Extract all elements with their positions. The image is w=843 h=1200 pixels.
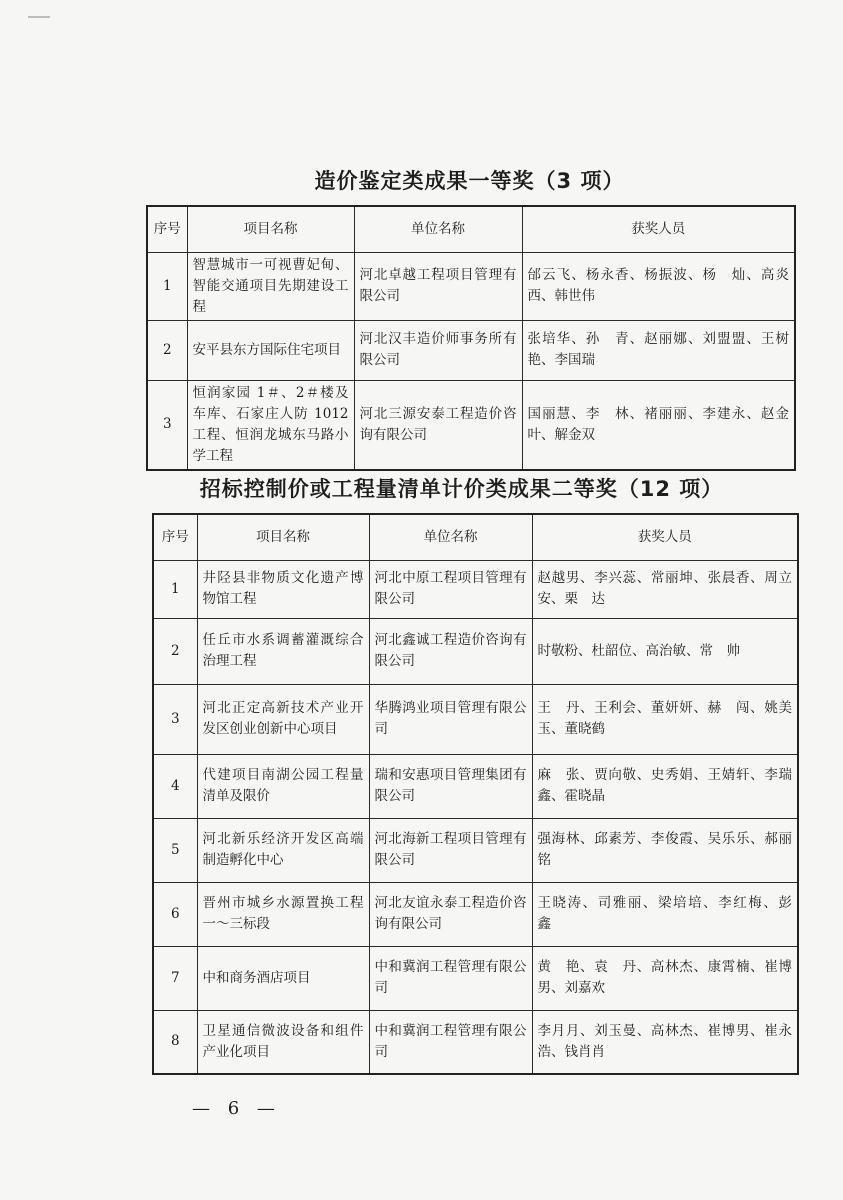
table-row bbox=[153, 946, 798, 1010]
row-no: 2 bbox=[153, 618, 197, 684]
row-project: 智慧城市一可视曹妃甸、智能交通项目先期建设工程 bbox=[187, 252, 354, 320]
row-no: 5 bbox=[153, 818, 197, 882]
row-project: 晋州市城乡水源置换工程一～三标段 bbox=[197, 882, 369, 946]
row-unit: 华腾鸿业项目管理有限公司 bbox=[369, 684, 532, 754]
row-no: 7 bbox=[153, 946, 197, 1010]
table-row bbox=[153, 1010, 798, 1074]
header-people: 获奖人员 bbox=[532, 514, 798, 560]
row-unit: 河北汉丰造价师事务所有限公司 bbox=[354, 320, 522, 380]
table-header-row bbox=[153, 514, 798, 560]
award-table-2 bbox=[152, 513, 806, 1075]
row-unit: 中和冀润工程管理有限公司 bbox=[369, 946, 532, 1010]
row-project: 卫星通信微波设备和组件产业化项目 bbox=[197, 1010, 369, 1074]
row-people: 强海林、邱素芳、李俊霞、吴乐乐、郝丽铭 bbox=[532, 818, 798, 882]
row-no: 3 bbox=[153, 684, 197, 754]
row-project: 恒润家园 1＃、2＃楼及车库、石家庄人防 1012 工程、恒润龙城东马路小学工程 bbox=[187, 380, 354, 470]
row-project: 任丘市水系调蓄灌溉综合治理工程 bbox=[197, 618, 369, 684]
table-row bbox=[153, 684, 798, 754]
row-unit: 河北中原工程项目管理有限公司 bbox=[369, 560, 532, 618]
row-people: 赵越男、李兴蕊、常丽坤、张晨香、周立安、栗 达 bbox=[532, 560, 798, 618]
table-row bbox=[153, 754, 798, 818]
row-no: 4 bbox=[153, 754, 197, 818]
table-row bbox=[153, 618, 798, 684]
header-people: 获奖人员 bbox=[522, 206, 795, 252]
header-unit: 单位名称 bbox=[369, 514, 532, 560]
table-row bbox=[147, 380, 795, 470]
row-unit: 河北友谊永泰工程造价咨询有限公司 bbox=[369, 882, 532, 946]
row-people: 时敬粉、杜韶位、高治敏、常 帅 bbox=[532, 618, 798, 684]
table-row bbox=[153, 882, 798, 946]
row-people: 王 丹、王利会、董妍妍、赫 闯、姚美玉、董晓鹤 bbox=[532, 684, 798, 754]
row-people: 麻 张、贾向敬、史秀娟、王婧轩、李瑞鑫、霍晓晶 bbox=[532, 754, 798, 818]
row-unit: 河北卓越工程项目管理有限公司 bbox=[354, 252, 522, 320]
award-table-1 bbox=[146, 205, 796, 471]
row-people: 李月月、刘玉曼、高林杰、崔博男、崔永浩、钱肖肖 bbox=[532, 1010, 798, 1074]
row-no: 6 bbox=[153, 882, 197, 946]
row-unit: 中和冀润工程管理有限公司 bbox=[369, 1010, 532, 1074]
row-project: 河北正定高新技术产业开发区创业创新中心项目 bbox=[197, 684, 369, 754]
row-project: 井陉县非物质文化遗产博物馆工程 bbox=[197, 560, 369, 618]
row-project: 中和商务酒店项目 bbox=[197, 946, 369, 1010]
scan-mark bbox=[28, 16, 50, 18]
page-number: — 6 — bbox=[192, 1098, 281, 1119]
row-unit: 河北鑫诚工程造价咨询有限公司 bbox=[369, 618, 532, 684]
row-unit: 河北三源安泰工程造价咨询有限公司 bbox=[354, 380, 522, 470]
row-no: 3 bbox=[147, 380, 187, 470]
row-people: 黄 艳、袁 丹、高林杰、康霄楠、崔博男、刘嘉欢 bbox=[532, 946, 798, 1010]
header-project: 项目名称 bbox=[197, 514, 369, 560]
section2-title: 招标控制价或工程量清单计价类成果二等奖（12 项） bbox=[199, 477, 724, 501]
row-project: 代建项目南湖公园工程量清单及限价 bbox=[197, 754, 369, 818]
header-no: 序号 bbox=[153, 514, 197, 560]
row-no: 2 bbox=[147, 320, 187, 380]
table-header-row bbox=[147, 206, 795, 252]
row-project: 河北新乐经济开发区高端制造孵化中心 bbox=[197, 818, 369, 882]
table-row bbox=[153, 818, 798, 882]
row-no: 8 bbox=[153, 1010, 197, 1074]
row-people: 国丽慧、李 林、褚丽丽、李建永、赵金叶、解金双 bbox=[522, 380, 795, 470]
row-unit: 瑞和安惠项目管理集团有限公司 bbox=[369, 754, 532, 818]
row-people: 张培华、孙 青、赵丽娜、刘盟盟、王树艳、李国瑞 bbox=[522, 320, 795, 380]
header-unit: 单位名称 bbox=[354, 206, 522, 252]
row-project: 安平县东方国际住宅项目 bbox=[187, 320, 354, 380]
header-no: 序号 bbox=[147, 206, 187, 252]
table-row bbox=[147, 252, 795, 320]
section1-title: 造价鉴定类成果一等奖（3 项） bbox=[314, 169, 625, 193]
row-people: 邰云飞、杨永香、杨振波、杨 灿、高炎西、韩世伟 bbox=[522, 252, 795, 320]
table-row bbox=[147, 320, 795, 380]
row-people: 王晓涛、司雅丽、梁培培、李红梅、彭 鑫 bbox=[532, 882, 798, 946]
header-project: 项目名称 bbox=[187, 206, 354, 252]
row-no: 1 bbox=[153, 560, 197, 618]
row-unit: 河北海新工程项目管理有限公司 bbox=[369, 818, 532, 882]
row-no: 1 bbox=[147, 252, 187, 320]
table-row bbox=[153, 560, 798, 618]
